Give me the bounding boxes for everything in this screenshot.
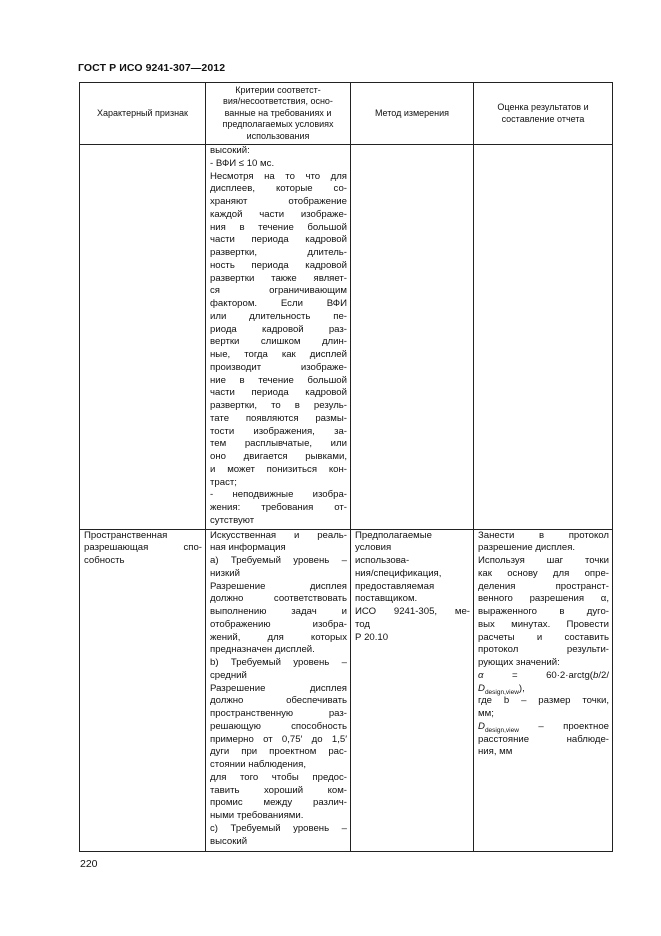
text-line: Используя шаг точки bbox=[478, 555, 609, 566]
text-line: производит изображе- bbox=[210, 361, 347, 373]
text-line: Предполагаемые bbox=[355, 529, 432, 541]
text-line: как основу для опре- bbox=[478, 567, 609, 579]
text-line: Искусственная и реаль- bbox=[210, 529, 347, 541]
header-text-line: Характерный признак bbox=[96, 107, 188, 118]
text-line: и может понизиться кон- bbox=[210, 463, 347, 475]
text-line: предназначен дисплей. bbox=[210, 644, 315, 656]
text-line: высокий bbox=[210, 835, 248, 847]
text-line: Несмотря на то что для bbox=[210, 170, 347, 182]
text-line: дуги при проектном рас- bbox=[210, 746, 347, 758]
text-line: решающую способность bbox=[210, 720, 347, 732]
text-line: венного разрешения α, bbox=[478, 593, 609, 605]
text-line: ные, тогда как дисплей bbox=[210, 349, 347, 360]
text-line: ния/спецификация, bbox=[355, 567, 442, 579]
text-line: или длительность пе- bbox=[210, 310, 347, 322]
text-line: стоянии наблюдения, bbox=[210, 759, 307, 770]
text-line: ность периода кадровой bbox=[210, 259, 347, 271]
text-line: собность bbox=[84, 555, 125, 566]
criteria-cell bbox=[206, 529, 351, 851]
criteria-cell bbox=[206, 145, 351, 530]
method-cell bbox=[351, 529, 474, 851]
text-line: жения: требования от- bbox=[210, 502, 347, 513]
text-line: Пространственная bbox=[84, 529, 168, 541]
table-row bbox=[80, 529, 613, 851]
text-line: примерно от 0,75′ до 1,5′ bbox=[210, 733, 347, 745]
header-text-line: ванные на требованиях и bbox=[224, 107, 332, 118]
text-line: храняют отображение bbox=[210, 196, 347, 207]
text-line: ИСО 9241-305, ме- bbox=[355, 606, 470, 617]
text-line: расчеты и составить bbox=[478, 631, 609, 643]
text-line: риода кадровой раз- bbox=[210, 323, 347, 335]
text-line: где b – размер точки, bbox=[478, 695, 609, 707]
text-line: промис между различ- bbox=[210, 797, 347, 809]
feature-cell bbox=[80, 529, 206, 851]
d-definition-line: $D_{design,view}$ – проектное bbox=[478, 720, 609, 734]
text-line: ния в течение большой bbox=[210, 221, 347, 233]
text-line: a) Требуемый уровень – bbox=[210, 555, 347, 566]
text-line: b) Требуемый уровень – bbox=[210, 657, 347, 668]
text-line: поставщиком. bbox=[355, 593, 418, 605]
text-line: части периода кадровой bbox=[210, 387, 347, 399]
text-line: разрешение дисплея. bbox=[478, 542, 576, 554]
header-text-line: предполагаемых условиях bbox=[222, 119, 334, 130]
header-text-line: вия/несоответствия, осно- bbox=[223, 96, 333, 107]
text-line: выраженного в дуго- bbox=[478, 606, 609, 617]
text-line: средний bbox=[210, 669, 247, 681]
text-line: жений, для которых bbox=[210, 631, 347, 643]
text-line: фактором. Если ВФИ bbox=[210, 298, 347, 309]
text-line: траст; bbox=[210, 476, 237, 488]
text-line: низкий bbox=[210, 567, 240, 579]
text-line: Разрешение дисплея bbox=[210, 580, 347, 592]
text-line: отображению изобра- bbox=[210, 618, 347, 630]
text-line: ная информация bbox=[210, 542, 286, 554]
text-line: выполнению задач и bbox=[210, 606, 347, 617]
text-line: должно обеспечивать bbox=[210, 695, 347, 707]
text-line: Р 20.10 bbox=[355, 631, 389, 643]
text-line: использова- bbox=[355, 555, 410, 566]
text-line: должно соответствовать bbox=[210, 593, 347, 605]
page-number: 220 bbox=[80, 858, 98, 870]
text-line: развертки, длитель- bbox=[210, 247, 347, 258]
text-line: тости изображения, за- bbox=[210, 425, 347, 437]
column-header-criteria bbox=[206, 83, 351, 145]
header-text-line: Метод измерения bbox=[374, 107, 450, 118]
text-line: развертки также являет- bbox=[210, 272, 347, 284]
text-line: ся ограничивающим bbox=[210, 285, 347, 297]
table-header-row bbox=[80, 83, 613, 145]
header-text-line: Оценка результатов и bbox=[497, 102, 589, 113]
method-cell-empty bbox=[351, 145, 474, 530]
text-line: протокол результи- bbox=[478, 644, 609, 656]
text-line: ными требованиями. bbox=[210, 810, 304, 821]
column-header-feature bbox=[80, 83, 206, 145]
text-line: каждой части изображе- bbox=[210, 208, 347, 220]
text-line: тем расплывчатые, или bbox=[210, 438, 347, 450]
text-line: тате появляются размы- bbox=[210, 412, 347, 424]
text-line: мм; bbox=[478, 708, 494, 719]
formula-line: α = 60·2·arctg(b/2/ bbox=[478, 669, 609, 681]
text-line: Занести в протокол bbox=[478, 529, 609, 541]
evaluation-cell bbox=[474, 529, 613, 851]
text-line: вертки слишком длин- bbox=[210, 336, 347, 348]
text-line: вых минутах. Провести bbox=[478, 618, 609, 630]
table-row bbox=[80, 145, 613, 530]
text-line: деления пространст- bbox=[478, 580, 609, 592]
text-line: ние в течение большой bbox=[210, 374, 347, 386]
column-header-method bbox=[351, 83, 474, 145]
text-line: рующих значений: bbox=[478, 657, 560, 668]
feature-cell-empty bbox=[80, 145, 206, 530]
header-text-line: составление отчета bbox=[501, 113, 585, 124]
text-line: - ВФИ ≤ 10 мс. bbox=[210, 157, 275, 169]
text-line: для того чтобы предос- bbox=[210, 771, 347, 783]
text-line: высокий: bbox=[210, 145, 250, 156]
text-line: разрешающая спо- bbox=[84, 542, 202, 554]
text-line: дисплеев, которые со- bbox=[210, 183, 347, 195]
text-line: условия bbox=[355, 542, 392, 554]
text-line: c) Требуемый уровень – bbox=[210, 822, 347, 834]
formula-line-continuation: $D_{design,view}$), bbox=[478, 682, 525, 696]
text-line: части периода кадровой bbox=[210, 234, 347, 246]
header-text-line: использования bbox=[246, 130, 310, 141]
text-line: расстояние наблюде- bbox=[478, 733, 609, 745]
text-line: тод bbox=[355, 618, 371, 630]
text-line: оно двигается рывками, bbox=[210, 451, 347, 462]
text-line: сутствуют bbox=[210, 514, 255, 526]
text-line: ния, мм bbox=[478, 746, 513, 758]
text-line: предоставляемая bbox=[355, 580, 435, 592]
requirements-table bbox=[79, 82, 613, 852]
column-header-evaluation bbox=[474, 83, 613, 145]
header-text-line: Критерии соответст- bbox=[235, 84, 321, 95]
text-line: пространственную раз- bbox=[210, 708, 347, 719]
text-line: Разрешение дисплея bbox=[210, 682, 347, 694]
text-line: развертки, то в резуль- bbox=[210, 400, 347, 411]
evaluation-cell-empty bbox=[474, 145, 613, 530]
text-line: тавить хороший ком- bbox=[210, 784, 347, 796]
document-title: ГОСТ Р ИСО 9241-307—2012 bbox=[78, 62, 226, 74]
text-line: - неподвижные изобра- bbox=[210, 489, 347, 501]
